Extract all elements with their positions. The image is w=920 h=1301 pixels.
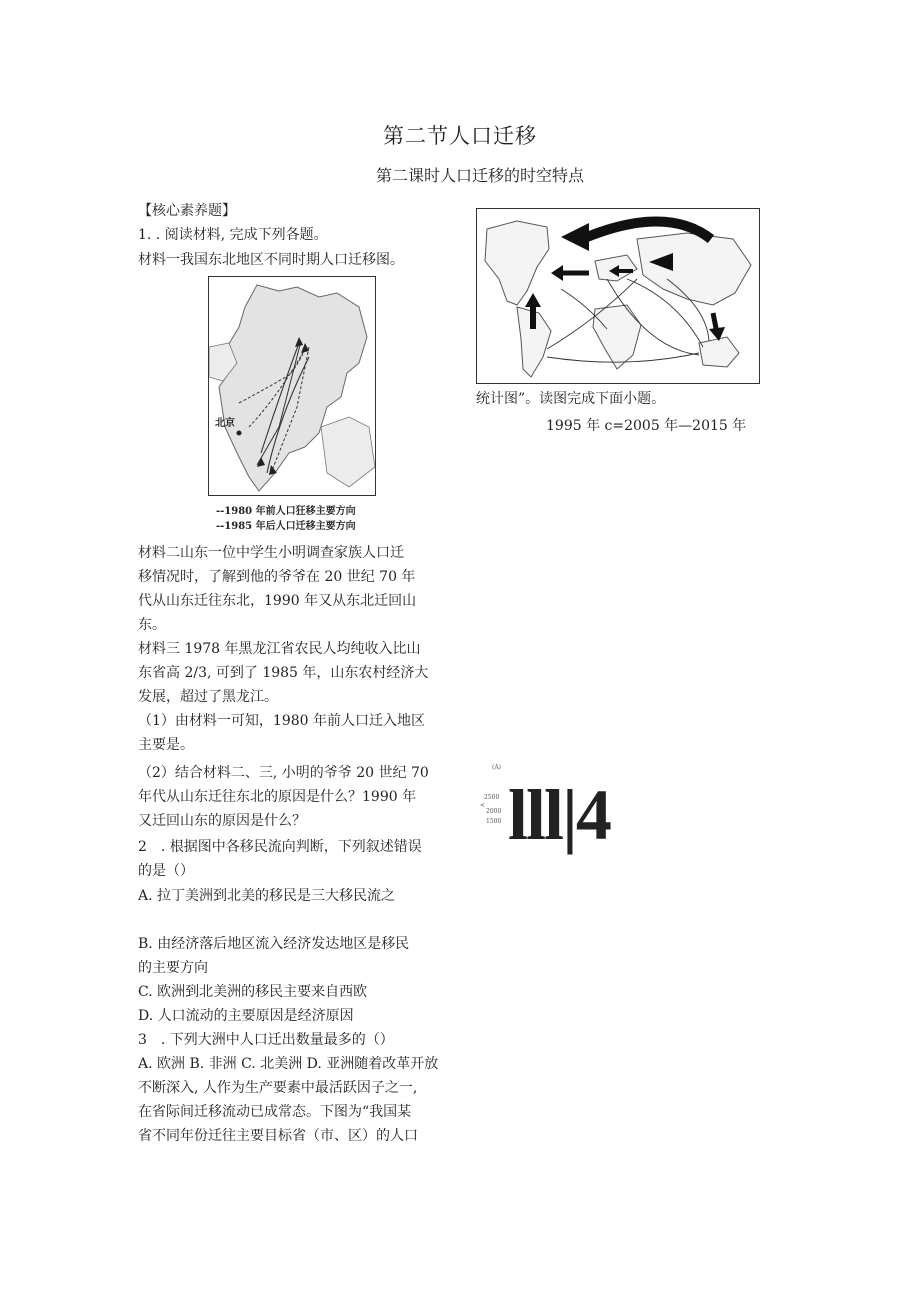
- map-drawing: [209, 277, 375, 495]
- chart-tick-2000: 2000: [486, 808, 502, 815]
- q2-option-b: B. 由经济落后地区流入经济发达地区是移民 的主要方向: [138, 936, 410, 976]
- q1-sub1: （1）由材料一可知，1980 年前人口迁入地区 主要是。: [138, 713, 425, 753]
- material3: 材料三 1978 年黑龙江省农民人均纯收入比山 东省高 2/3, 可到了 1985 年，山东农村经济大 发展，超过了黑龙江。: [138, 641, 429, 705]
- map-label-beijing: 北京: [215, 418, 235, 429]
- chart-fragment-text: lll|4: [508, 775, 610, 855]
- material2: 材料二山东一位中学生小明调查家族人口迁 移情况时，了解到他的爷爷在 20 世纪 70 年 代从山东迁往东北，1990 年又从东北迁回山 东。: [138, 545, 417, 633]
- chart-tick-1500: 1500: [486, 818, 502, 825]
- page-subtitle: 第二课时人口迁移的时空特点: [375, 166, 584, 185]
- q2-option-d: D. 人口流动的主要原因是经济原因: [138, 1008, 354, 1024]
- q2-option-a: A. 拉丁美洲到北美的移民是三大移民流之: [138, 888, 396, 904]
- population-chart-fragment: [476, 760, 676, 870]
- chart-tick-2500: 2500: [484, 794, 500, 801]
- page-title: 第二节人口迁移: [383, 124, 537, 148]
- years-legend: 1995 年 c=2005 年—2015 年: [546, 418, 747, 434]
- world-map-drawing: [477, 209, 759, 383]
- world-migration-map: [476, 208, 760, 384]
- chart-unit-label: (A): [492, 764, 502, 771]
- q2-option-c: C. 欧洲到北美洲的移民主要来自西欧: [138, 984, 368, 1000]
- q1-material1: 材料一我国东北地区不同时期人口迁移图。: [138, 252, 404, 268]
- q2-stem: 2 . 根据图中各移民流向判断，下列叙述错误 的是（）: [138, 839, 422, 879]
- q1-intro: 1. . 阅读材料, 完成下列各题。: [138, 227, 328, 243]
- right-caption: 统计图”。读图完成下面小题。: [476, 391, 666, 407]
- northeast-migration-map: [208, 276, 376, 496]
- legend-1985: --1985 年后人口迁移主要方向: [216, 521, 356, 532]
- q3-body: A. 欧洲 B. 非洲 C. 北美洲 D. 亚洲随着改革开放 不断深入, 人作为生产要素中最活跃因子之一, 在省际间迁移流动已成常态。下图为“我国某 省不同年份迁往主要目标省（市、区）的人口: [138, 1056, 439, 1144]
- legend-1980: --1980 年前人口狂移主要方向: [216, 506, 356, 517]
- q3-stem: 3 . 下列大洲中人口迁出数量最多的（）: [138, 1032, 394, 1048]
- section-header: 【核心素养题】: [138, 203, 236, 219]
- chart-axis-mark: <: [480, 802, 486, 809]
- q1-sub2: （2）结合材料二、三, 小明的爷爷 20 世纪 70 年代从山东迁往东北的原因是什么？1990 年 又迁回山东的原因是什么？: [138, 765, 429, 829]
